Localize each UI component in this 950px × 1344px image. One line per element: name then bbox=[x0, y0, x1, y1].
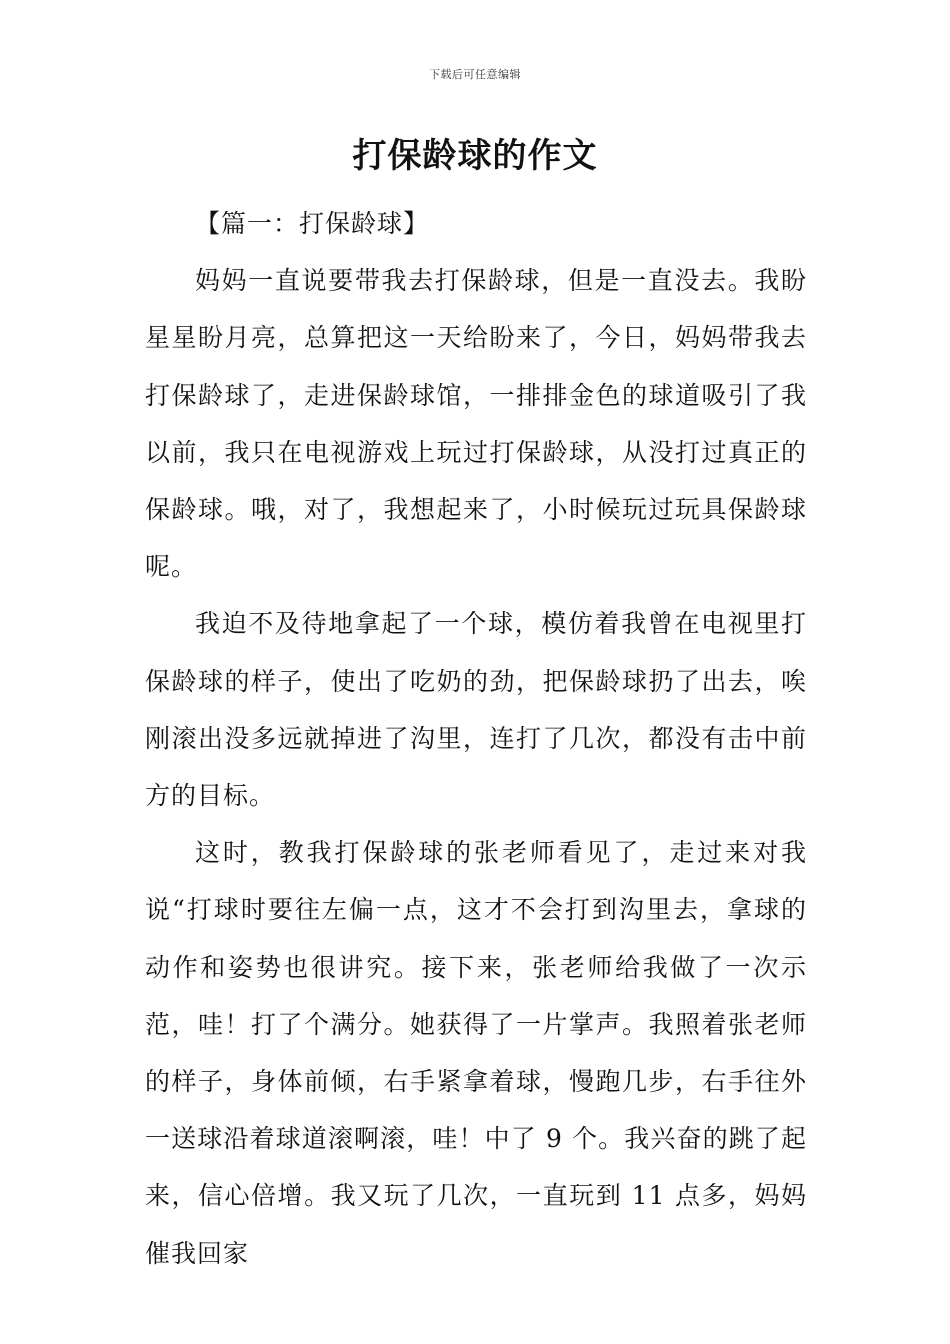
header-note: 下载后可任意编辑 bbox=[429, 68, 521, 81]
paragraph: 我迫不及待地拿起了一个球，模仿着我曾在电视里打保龄球的样子，使出了吃奶的劲，把保龄球扔了出去，唉刚滚出没多远就掉进了沟里，连打了几次，都没有击中前方的目标。 bbox=[145, 609, 807, 811]
document-body bbox=[145, 195, 807, 1282]
section-heading: 【篇一：打保龄球】 bbox=[195, 209, 430, 238]
paragraph: 这时，教我打保龄球的张老师看见了，走过来对我说“打球时要往左偏一点，这才不会打到沟里去，拿球的动作和姿势也很讲究。接下来，张老师给我做了一次示范，哇！打了个满分。她获得了一片掌声。我照着张老师的样子，身体前倾，右手紧拿着球，慢跑几步，右手往外一送球沿着球道滚啊滚，哇！中了 9 个。我兴奋的跳了起来，信心倍增。我又玩了几次，一直玩到 11 点多，妈妈催我回家 bbox=[145, 838, 807, 1268]
paragraph: 妈妈一直说要带我去打保龄球，但是一直没去。我盼星星盼月亮，总算把这一天给盼来了，今日，妈妈带我去打保龄球了，走进保龄球馆，一排排金色的球道吸引了我以前，我只在电视游戏上玩过打保龄球，从没打过真正的保龄球。哦，对了，我想起来了，小时候玩过玩具保龄球呢。 bbox=[145, 266, 807, 582]
document-title: 打保龄球的作文 bbox=[352, 136, 598, 176]
